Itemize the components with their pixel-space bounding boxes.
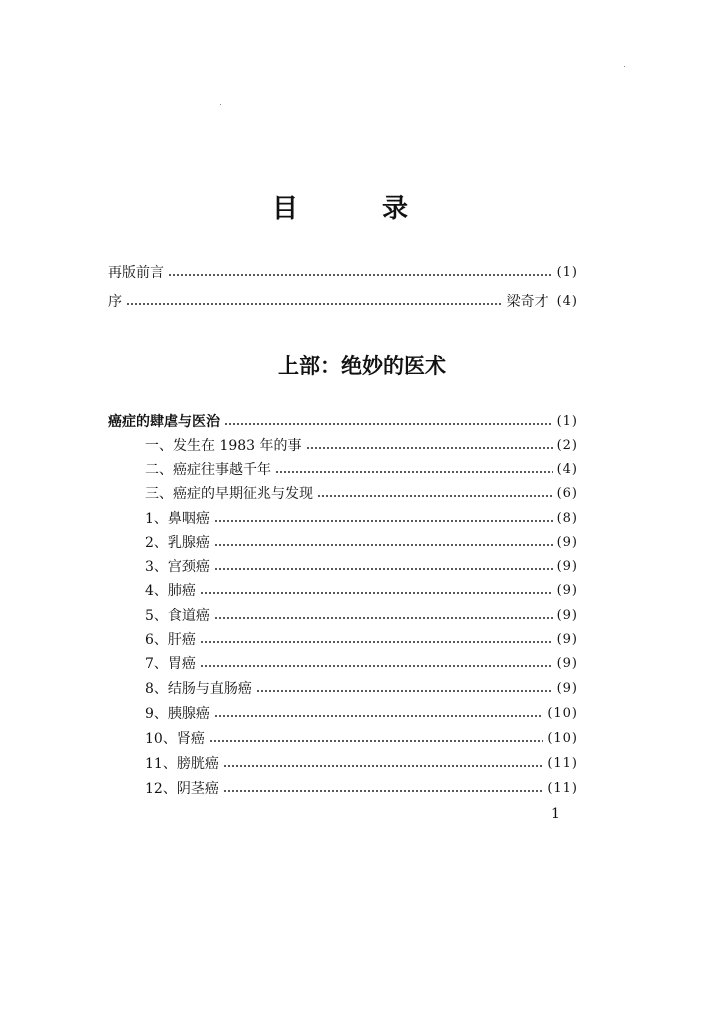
cancer-label: 2、乳腺癌 [145, 535, 210, 551]
entry-page: (11) [547, 781, 578, 796]
cancer-label: 8、结肠与直肠癌 [145, 681, 252, 697]
dot-leader [223, 790, 543, 792]
cancer-label: 3、宫颈癌 [145, 559, 210, 575]
toc-entry-cancer [145, 532, 578, 554]
toc-entry-cancer [145, 678, 578, 700]
dot-leader [200, 641, 553, 643]
toc-entry-preface [108, 262, 578, 284]
cancer-label: 11、膀胱癌 [145, 756, 219, 772]
entry-page: (2) [556, 438, 578, 453]
cancer-label: 5、食道癌 [145, 608, 210, 624]
toc-entry-cancer [145, 508, 578, 530]
page-number: 1 [551, 806, 560, 822]
toc-entry-cancer [145, 580, 578, 602]
entry-page: (9) [556, 535, 578, 550]
entry-page: (6) [556, 486, 578, 501]
dot-leader [200, 592, 553, 594]
dot-leader [275, 471, 553, 473]
section-label: 二、癌症往事越千年 [145, 462, 271, 478]
part-heading: 上部：绝妙的医术 [278, 354, 446, 378]
dot-leader [224, 423, 553, 425]
dot-leader [214, 715, 543, 717]
entry-page: (10) [547, 706, 578, 721]
toc-entry-chapter [108, 411, 578, 433]
entry-page: (9) [556, 559, 578, 574]
dot-leader [126, 303, 503, 305]
entry-page: (8) [556, 511, 578, 526]
toc-entry-cancer [145, 778, 578, 800]
entry-page: (9) [556, 632, 578, 647]
section-label: 一、发生在 1983 年的事 [145, 438, 302, 454]
cancer-label: 6、肝癌 [145, 632, 196, 648]
dot-leader [214, 520, 553, 522]
entry-author: 梁奇才 [506, 294, 549, 310]
toc-entry-cancer [145, 703, 578, 725]
entry-page: (9) [556, 656, 578, 671]
cancer-label: 9、胰腺癌 [145, 706, 210, 722]
entry-page: (11) [547, 756, 578, 771]
toc-entry-section [145, 483, 578, 505]
chapter-label: 癌症的肆虐与医治 [108, 414, 220, 430]
entry-page: (9) [556, 583, 578, 598]
entry-page: (1) [556, 414, 578, 429]
cancer-label: 1、鼻咽癌 [145, 511, 210, 527]
title-char-2: 录 [382, 194, 409, 224]
cancer-label: 7、胃癌 [145, 656, 196, 672]
toc-entry-cancer [145, 653, 578, 675]
toc-entry-section [145, 435, 578, 457]
scan-speck [220, 104, 221, 105]
toc-title [0, 188, 724, 228]
entry-page: (9) [556, 608, 578, 623]
title-char-1: 目 [272, 194, 299, 224]
cancer-label: 4、肺癌 [145, 583, 196, 599]
entry-page: (1) [556, 265, 578, 280]
dot-leader [214, 568, 553, 570]
entry-label: 再版前言 [108, 265, 164, 281]
dot-leader [256, 690, 553, 692]
dot-leader [306, 447, 553, 449]
dot-leader [214, 544, 553, 546]
toc-entry-section [145, 459, 578, 481]
dot-leader [168, 274, 553, 276]
toc-entry-foreword [108, 291, 578, 313]
entry-page: (4) [556, 462, 578, 477]
toc-entry-cancer [145, 556, 578, 578]
toc-entry-cancer [145, 753, 578, 775]
entry-label: 序 [108, 294, 122, 310]
dot-leader [200, 665, 553, 667]
cancer-label: 10、肾癌 [145, 731, 205, 747]
dot-leader [214, 617, 553, 619]
toc-entry-cancer [145, 629, 578, 651]
cancer-label: 12、阴茎癌 [145, 781, 219, 797]
entry-page: (9) [556, 681, 578, 696]
entry-page: (4) [556, 294, 578, 309]
entry-page: (10) [547, 731, 578, 746]
section-label: 三、癌症的早期征兆与发现 [145, 486, 313, 502]
toc-entry-cancer [145, 605, 578, 627]
dot-leader [317, 495, 553, 497]
toc-entry-cancer [145, 728, 578, 750]
dot-leader [209, 740, 543, 742]
dot-leader [223, 765, 543, 767]
scan-speck [624, 66, 625, 67]
